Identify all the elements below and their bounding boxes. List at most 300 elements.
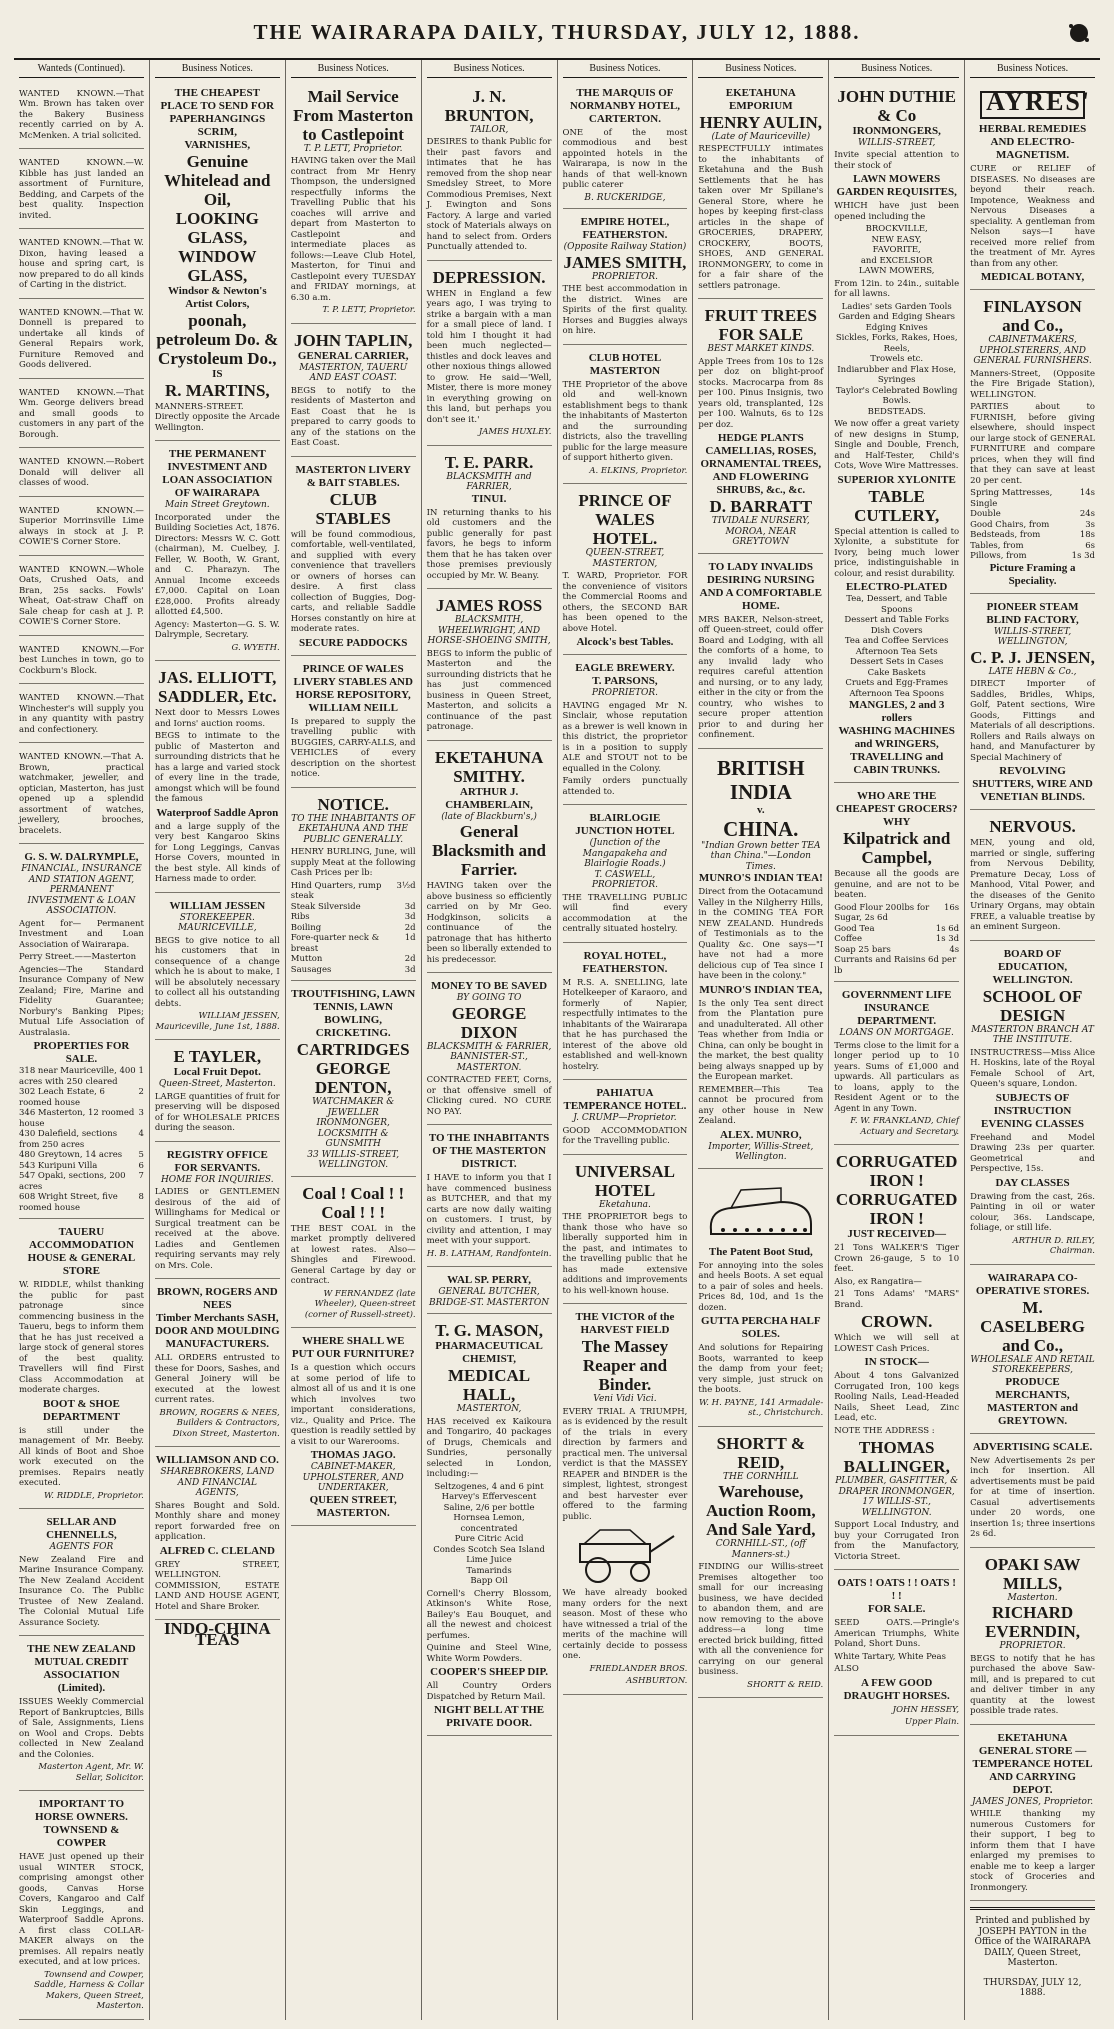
wanted-ad: [19, 688, 144, 743]
eketahuna-smithy-ad: [427, 745, 552, 974]
mower-brands-list: [834, 224, 959, 277]
ad-signature: ASHBURTON.: [626, 1676, 688, 1686]
price-row: [291, 954, 416, 965]
divider: [970, 1907, 1095, 1910]
ad-heading: ADVERTISING SCALE.: [972, 1440, 1093, 1453]
price-row-cell: Spring Mattresses, Single: [970, 488, 1053, 509]
ad-heading: LAWN MOWERS: [853, 173, 941, 185]
mutual-credit-ad: [19, 1640, 144, 1791]
list-item: Dish Covers: [870, 625, 923, 636]
ad-text: THE TRAVELLING PUBLIC will find every accommodation at the centrally situated hostelry.: [562, 892, 688, 934]
ad-text: EVERY TRIAL A TRIUMPH, as is evidenced by the result of the trials in every direction by farmers and practical men. The universal verdict is that the MASSEY REAPER and BINDER is the simplest, lightest, strongest and best harvester ever offered to the farming public.: [562, 1406, 688, 1522]
ad-heading: CHINA.: [723, 816, 799, 841]
ad-text: T. WARD, Proprietor. FOR the convenience of visitors the Commercial Rooms and others, the SECOND BAR has been opened to the above Hotel.: [562, 571, 688, 634]
property-row-cell: 430 Dalefield, sections from 250 acres: [19, 1129, 118, 1150]
ad-text: WHEN in England a few years ago, I was trying to strike a bargain with a man for a small piece of land. I told him I thought it had been much neglected—thistles and dock leaves and other noxious things allowed to grow. He said—'Well, Mister, there is more money in everything growing on this land, but perhaps you don't see it.': [426, 288, 552, 425]
property-row: [19, 1150, 144, 1161]
permanent-investment-ad: [155, 445, 280, 661]
ad-signature: SHORTT & REID.: [747, 1679, 824, 1690]
ad-heading: Windsor & Newton's Artist Colors,: [168, 284, 267, 310]
price-row-cell: Currants and Raisins 6d per lb: [834, 955, 957, 976]
ad-text: Because all the goods are genuine, and are not to be beaten.: [834, 869, 960, 900]
ad-text: THE Proprietor of the above old and well-known establishment begs to thank the inhabitants of Masterton and the surrounding districts, also the travelling public for the large measure of support hitherto given.: [562, 379, 688, 463]
wanted-ad: [19, 303, 144, 379]
ad-subheading: WILLIS-STREET, WELLINGTON,: [993, 626, 1072, 647]
property-row-cell: 543 Kuripuni Villa: [19, 1160, 98, 1171]
ad-heading: THOMAS JAGO.: [310, 1449, 396, 1461]
ad-subheading: Masterton.: [1007, 1592, 1058, 1603]
price-row-cell: Good Flour 200lbs for: [834, 902, 930, 913]
ad-heading: JAS. ELLIOTT, SADDLER, Etc.: [158, 668, 277, 706]
ad-heading: MANGLES, 2 and 3 rollers: [849, 699, 945, 724]
ad-heading: G. S. W. DALRYMPLE,: [24, 851, 139, 863]
ad-text: From 12in. to 24in., suitable for all lawns.: [834, 278, 960, 299]
imprint: Printed and published by JOSEPH PAYTON in the Office of the WAIRARAPA DAILY, Queen Street, Masterton.: [974, 1916, 1091, 1968]
ad-text: WANTED KNOWN.—Robert Donald will deliver all classes of wood.: [19, 457, 144, 488]
list-item: Afternoon Tea Spoons: [849, 688, 945, 699]
ad-text: THE BEST COAL in the market promptly delivered at lowest rates. Also—Shingles and Firewood. General Cartage by day or contract.: [290, 1223, 416, 1286]
ad-heading: D. BARRATT: [709, 497, 813, 516]
ad-heading: GOVERNMENT LIFE INSURANCE DEPARTMENT.: [841, 989, 952, 1027]
ad-heading: TO THE INHABITANTS OF THE MASTERTON DISTRICT.: [428, 1132, 550, 1170]
property-row: [19, 1171, 144, 1192]
meat-price-list: [291, 881, 416, 976]
column-heading: Business Notices.: [834, 64, 959, 78]
price-row: [834, 945, 959, 956]
ayres-ad: [970, 84, 1095, 291]
ad-heading: WHY: [882, 816, 911, 828]
ad-text: and a large supply of the very best Kangaroo Skins for Long Leggings, Canvas Horse Covers, mounted in the best style. All kinds of Harness made to order.: [154, 821, 280, 884]
list-item: Bapp Oil: [470, 1576, 508, 1586]
property-row-cell: 302 Leach Estate, 6 roomed house: [19, 1087, 105, 1108]
ad-heading: CLUB STABLES: [315, 489, 391, 528]
ad-text: HAVING engaged Mr N. Sinclair, whose reputation as a brewer is well known in this district, the proprietor is in a position to supply ALE and STOUT not to be equalled in the Colony.: [562, 700, 688, 774]
ad-text: 21 Tons WALKER'S Tiger Crown 26-gauge, 5 to 10 feet.: [834, 1243, 960, 1274]
elliott-ad: [155, 665, 280, 893]
ad-signature: A. ELKINS, Proprietor.: [589, 465, 688, 476]
ad-heading: BLAIRLOGIE JUNCTION HOTEL: [575, 812, 675, 837]
ad-text: BEGS to notify that he has purchased the above Saw-mill, and is prepared to cut and deliver timber in any quantity at the lowest possible trade rates.: [970, 1653, 1095, 1716]
column-5: [558, 60, 694, 2020]
ad-heading: BRITISH INDIA: [717, 755, 805, 804]
column-heading: Business Notices.: [970, 64, 1095, 78]
column-6: [693, 60, 829, 2020]
ad-text: HAVE just opened up their usual WINTER STOCK, comprising amongst other goods, Canvas Horse Covers, Kangaroo and Calf Skin Leggings, and Waterproof Saddle Aprons. A first class COLLAR-MAKER always on the premises. All repairs neatly executed, and at low prices.: [19, 1852, 144, 1967]
ad-heading: TO LADY INVALIDS DESIRING NURSING AND A COMFORTABLE HOME.: [699, 560, 822, 612]
list-item: Tea and Coffee Services: [844, 636, 949, 646]
price-row: [970, 520, 1095, 531]
ad-subheading: (late of Blackburn's,): [441, 811, 537, 822]
fruit-trees-ad: [698, 303, 823, 554]
property-row-cell: 2: [138, 1087, 144, 1097]
townsend-ad: [19, 1795, 144, 2020]
ad-subheading: TO THE INHABITANTS OF EKETAHUNA AND THE PUBLIC GENERALLY.: [291, 813, 416, 845]
ad-text: Agency: Masterton—G. S. W. Dalrymple, Secretary.: [154, 619, 280, 640]
ad-heading: PAPERHANGINGS: [169, 112, 266, 125]
ad-heading: OATS ! OATS ! ! OATS ! ! !: [837, 1577, 956, 1602]
ad-subheading: "Indian Grown better TEA than China."—London Times.: [701, 840, 821, 872]
column-1: [14, 60, 150, 2020]
column-2: [150, 60, 286, 2020]
furniture-price-list: [970, 488, 1095, 562]
ad-text: White Tartary, White Peas: [834, 1651, 946, 1662]
list-item: Harvey's Effervescent Saline, 2/6 per bottle: [441, 1492, 537, 1513]
ad-heading: JAMES ROSS: [435, 596, 543, 615]
price-row-cell: Sugar, 2s 6d: [834, 913, 888, 923]
ad-signature: JOHN HESSEY,: [892, 1704, 960, 1715]
ad-heading: C. P. J. JENSEN,: [970, 647, 1095, 667]
ad-subheading: B. RUCKERIDGE,: [584, 192, 666, 203]
ad-heading: DAY CLASSES: [995, 1176, 1070, 1189]
ad-subheading: MASTERTON BRANCH AT THE INSTITUTE.: [971, 1024, 1094, 1045]
coal-ad: [291, 1181, 416, 1329]
ad-text: CONTRACTED FEET, Corns, or that offensive smell of Clicking cured. NO CURE NO PAY.: [426, 1075, 552, 1117]
ad-text: We have already booked many orders for the next season. Most of these who have witnessed a trial of the merits of the machine will certainly decide to possess one.: [562, 1588, 688, 1661]
ad-text: Support Local Industry, and buy your Corrugated Iron from the Manufactory, Victoria Street.: [834, 1520, 960, 1562]
ad-signature: FRIEDLANDER BROS.: [589, 1663, 688, 1674]
jensen-ad: [970, 598, 1095, 811]
ad-heading: THOMAS BALLINGER,: [843, 1438, 950, 1476]
notice-ad: [291, 792, 416, 982]
column-heading: Business Notices.: [427, 64, 552, 78]
price-row: [970, 488, 1095, 509]
butcher-notice-ad: [427, 1129, 552, 1267]
ad-heading: BOARD OF EDUCATION, WELLINGTON.: [992, 947, 1073, 986]
ad-heading: BOOT & SHOE DEPARTMENT: [42, 1397, 120, 1423]
ad-heading: Genuine Whitelead and Oil,: [164, 151, 271, 209]
dalrymple-ad: [19, 848, 144, 1219]
ad-subheading: BLACKSMITH, WHEELWRIGHT, AND HORSE-SHOEING SMITH,: [427, 615, 551, 646]
ad-heading: M. CASELBERG and Co.,: [980, 1297, 1085, 1355]
ad-signature: W. RIDDLE, Proprietor.: [44, 1490, 144, 1501]
ad-text: WANTED KNOWN.—Whole Oats, Crushed Oats, and Bran, 25s sacks. Fowls' Wheat, Oat-straw Chaff on Sale cheap for cash at J. P. COWIE'S Corner Store.: [19, 564, 144, 627]
ad-heading: PHARMACEUTICAL CHEMIST,: [435, 1340, 543, 1365]
price-row: [834, 913, 959, 924]
ad-heading: JAMES SMITH,: [563, 252, 687, 272]
ad-heading: CLUB HOTEL MASTERTON: [588, 351, 662, 377]
dixon-ad: [427, 977, 552, 1125]
price-row-cell: 24s: [1079, 509, 1095, 519]
price-row-cell: 2d: [404, 922, 416, 933]
ad-heading: SHORTT & REID,: [716, 1433, 805, 1472]
price-row-cell: 3d: [404, 912, 416, 922]
price-row-cell: 3s: [1085, 519, 1095, 530]
ad-text: WANTED KNOWN.—W. Kibble has just landed an assortment of Furniture, Bedding, and Carpets of the best quality. Inspection invited.: [19, 158, 144, 221]
ad-text: New Advertisements 2s per inch for insertion. All advertisements must be paid for at time of insertion. Casual advertisements under 20 words, one insertion 1s; three insertions 2s 6d.: [970, 1455, 1095, 1539]
ad-text: WANTED KNOWN.—For best Lunches in town, go to Cockburn's Block.: [19, 644, 144, 676]
property-row: [19, 1087, 144, 1108]
ad-text: is still under the management of Mr. Beeby. All kinds of Boot and Shoe work executed on the premises. Repairs neatly executed.: [19, 1425, 144, 1488]
ad-subheading: (Late of Mauriceville): [711, 131, 811, 142]
ad-heading: TOWNSEND & COWPER: [43, 1824, 120, 1849]
ad-heading: MEDICAL BOTANY,: [980, 271, 1085, 283]
ad-signature: H. B. LATHAM, Randfontein.: [426, 1248, 552, 1259]
ad-text: Is the only Tea sent direct from the Plantation pure and unadulterated. All other Teas whether from India or China, can only be bought in the market, the best quality being always snapped up by the European market.: [698, 998, 824, 1082]
ad-text: BEGS to give notice to all his customers that in consequence of a change which he is about to make, I will be absolutely necessary to collect all his outstanding debts.: [154, 935, 280, 1009]
reaper-illustration: [570, 1526, 680, 1584]
ad-heading: TROUTFISHING, LAWN TENNIS, LAWN BOWLING, CRICKETING.: [291, 988, 416, 1039]
ad-signature: T. P. LETT, Proprietor.: [322, 305, 416, 315]
properties-list: [19, 1066, 144, 1213]
ad-text: WANTED KNOWN.—That W. Donnell is prepared to undertake all kinds of General Repairs work, Furniture Removed and Goods delivered.: [19, 307, 144, 370]
wanted-ad: [19, 383, 144, 449]
club-hotel-ad: [563, 349, 688, 485]
wanted-ad: [19, 501, 144, 556]
ad-heading: GEORGE DENTON,: [314, 1059, 392, 1097]
munro-tea-ad: [698, 753, 823, 1169]
wanted-ad: [19, 233, 144, 299]
ad-subheading: PROPRIETOR.: [999, 1641, 1066, 1651]
brunton-ad: [427, 84, 552, 261]
price-row-cell: 1d: [404, 933, 416, 943]
property-row-cell: 7: [138, 1171, 144, 1181]
price-row-cell: Double: [970, 509, 1001, 519]
ad-text: HENRY BURLING, June, will supply Meat at the following Cash Prices per lb:: [290, 847, 416, 878]
ad-text: WANTED KNOWN.—That Wm. George delivers bread and small goods to customers in any part of the Borough.: [19, 387, 144, 440]
property-row-cell: 608 Wright Street, five roomed house: [19, 1192, 118, 1213]
ad-heading: MASTERTON LIVERY & BAIT STABLES.: [295, 463, 411, 489]
mail-service-ad: [291, 84, 416, 324]
ad-heading: General Blacksmith and Farrier.: [432, 822, 546, 879]
price-row-cell: Hind Quarters, rump steak: [290, 880, 382, 901]
parr-ad: [427, 450, 552, 590]
club-stables-ad: [291, 461, 416, 656]
property-row-cell: 547 Opaki, sections, 200 acres: [19, 1171, 126, 1192]
ad-heading: SUBJECTS OF INSTRUCTION: [993, 1091, 1072, 1117]
list-item: Indiarubber and Flax Hose, Syringes: [837, 364, 957, 385]
govt-insurance-ad: [834, 986, 959, 1145]
ad-heading: EKETAHUNA EMPORIUM: [725, 86, 796, 112]
ad-heading: WASHING MACHINES and WRINGERS, TRAVELLING and CABIN TRUNKS.: [838, 725, 955, 776]
ad-heading: MEDICAL HALL,: [447, 1366, 531, 1404]
ad-subheading: CABINET-MAKER, UPHOLSTERER, AND UNDERTAKER,: [302, 1462, 404, 1493]
price-row-cell: 1s 6d: [935, 923, 960, 934]
ad-heading: poonah, petroleum Do. & Crystoleum Do.,: [156, 310, 279, 368]
ad-heading: EVENING CLASSES: [981, 1117, 1085, 1130]
ad-heading: JOHN DUTHIE & Co: [837, 86, 956, 125]
ad-heading: CORRUGATED IRON !: [835, 1190, 958, 1228]
column-8: [965, 60, 1100, 2020]
ad-subheading: CORNHILL-ST., (off Manners-st.): [715, 1539, 806, 1560]
list-item: BROCKVILLE,: [865, 224, 928, 234]
ad-subheading: FINANCIAL, INSURANCE AND STATION AGENT, PERMANENT INVESTMENT & LOAN ASSOCIATION.: [21, 864, 142, 916]
ad-heading: THE NEW ZEALAND MUTUAL CREDIT ASSOCIATION (Limited).: [27, 1643, 136, 1694]
ad-heading: ALEX. MUNRO,: [720, 1128, 802, 1141]
ad-signature: WILLIAM JESSEN, Mauriceville, June 1st, 1888.: [155, 1011, 280, 1032]
ad-heading: SELLAR AND CHENNELLS,: [46, 1516, 117, 1541]
perry-ad: [427, 1271, 552, 1314]
ad-subheading: PROPRIETOR.: [591, 271, 659, 282]
ad-text: M R.S. A. SNELLING, late Hotelkeeper of Karaoro, and formerly of Napier, respectfully intimates to the inhabitants of the Wairarapa that he has purchased the interest of the above old established and well-known hostelry.: [562, 977, 688, 1072]
column-heading: Business Notices.: [155, 64, 280, 78]
ad-text: ALSO: [834, 1664, 859, 1674]
ad-subheading: PROPRIETOR.: [591, 688, 659, 698]
jessen-ad: [155, 897, 280, 1041]
price-row-cell: 3½d: [396, 880, 416, 891]
property-row: [19, 1129, 144, 1150]
ad-heading: CROWN.: [861, 1312, 933, 1331]
column-7: [829, 60, 965, 2020]
ad-text: LARGE quantities of fruit for preserving will be disposed of for WHOLESALE PRICES during the season.: [154, 1091, 280, 1133]
page-columns: [14, 60, 1100, 2020]
eagle-brewery-ad: [563, 659, 688, 805]
ad-heading: EKETAHUNA GENERAL STORE — TEMPERANCE HOTEL AND CARRYING DEPOT.: [972, 1731, 1093, 1796]
list-item: Garden and Edging Shears: [838, 312, 955, 322]
ad-heading: GENERAL CARRIER,: [297, 349, 409, 362]
aulin-ad: [698, 84, 823, 300]
ad-signature: Masterton Agent, Mr. W. Sellar, Solicitor.: [38, 1762, 144, 1783]
imprint-date: THURSDAY, JULY 12, 1888.: [983, 1977, 1082, 1998]
price-row-cell: Sausages: [290, 964, 332, 975]
ad-subheading: Veni Vidi Vici.: [593, 1394, 657, 1404]
price-row-cell: 1s 3d: [1071, 551, 1095, 561]
ad-heading: FRUIT TREES FOR SALE: [704, 306, 817, 344]
property-row: [19, 1161, 144, 1172]
ad-signature: W FERNANDEZ (late Wheeler), Queen-street (corner of Russell-street).: [304, 1288, 416, 1320]
ayres-wordmark: AYRES': [986, 86, 1092, 116]
ad-text: NOTE THE ADDRESS :: [834, 1425, 935, 1436]
wanted-ad: [19, 153, 144, 229]
list-item: Dessert and Table Forks: [844, 615, 949, 625]
prince-stables-ad: [291, 660, 416, 788]
shortt-reid-ad: [698, 1431, 823, 1699]
ad-text: Freehand and Model Drawing 23s per quarter. Geometrical and Perspective, 15s.: [970, 1132, 1095, 1174]
price-row-cell: Pillows, from: [970, 551, 1027, 561]
duthie-ad: [834, 84, 959, 784]
prince-hotel-ad: [563, 488, 688, 655]
ad-text: WHICH have just been opened including the: [834, 201, 960, 222]
sellar-ad: [19, 1513, 144, 1636]
ad-heading: TINUI.: [471, 492, 507, 505]
ad-subheading: Eketahuna.: [598, 1199, 651, 1210]
ad-text: Apple Trees from 10s to 12s per doz on blight-proof stocks. Macrocarpa from 8s per 100. Pinus Insignis, two years old, transplanted, 12s per 100. Walnuts, 6s to 12s per doz.: [698, 356, 824, 430]
ad-subheading: JAMES JONES, Proprietor.: [971, 1796, 1094, 1807]
ad-heading: Warehouse, Auction Room, And Sale Yard,: [706, 1482, 816, 1539]
list-item: Seltzogenes, 4 and 6 pint: [434, 1481, 544, 1492]
ad-heading: THE MARQUIS OF NORMANBY HOTEL, CARTERTON.: [569, 86, 681, 125]
ad-heading: EKETAHUNA SMITHY.: [434, 747, 544, 786]
ad-text: New Zealand Fire and Marine Insurance Company. The New Zealand Accident Insurance Co. The Public Trustee of New Zealand. The Colonial Mutual Life Assurance Society.: [19, 1554, 144, 1628]
price-row-cell: 1s 3d: [935, 934, 960, 944]
ad-text: For annoying into the soles and heels Boots. A set equal to a pair of soles and heels. Prices 8d, 10d, and 1s the dozen.: [698, 1260, 824, 1313]
price-row: [834, 934, 959, 945]
list-item: Ladies' sets Garden Tools: [841, 301, 952, 312]
price-row: [834, 903, 959, 914]
ad-heading: JOHN TAPLIN,: [293, 330, 413, 350]
ad-heading: GARDEN REQUISITES,: [836, 186, 957, 198]
ad-heading: COOPER'S SHEEP DIP.: [430, 1666, 548, 1678]
property-row-cell: 8: [138, 1192, 144, 1202]
ad-text: FINDING our Willis-street Premises altogether too small for our increasing business, we have decided to abandon them, and are now removing to the above address—a long time erected brick building, fitted with all the convenience for carrying on our general business.: [698, 1562, 824, 1677]
ad-heading: SUPERIOR XYLONITE: [837, 473, 956, 486]
ad-text: WANTED KNOWN.—That Winchester's will supply you in any quantity with pastry and confectionery.: [19, 693, 144, 735]
ad-text: Direct from the Ootacamund Valley in the Nilgherry Hills, in the COMING TEA FOR NEW ZEALAND. Hundreds of Testimonials as to the Quality &c. One says—"I have not had a more delicious cup of Tea since I have been in the colony.": [698, 887, 824, 981]
ad-heading: THE CHEAPEST PLACE TO SEND FOR: [160, 86, 275, 112]
ad-subheading: STOREKEEPER.: [179, 912, 255, 923]
ad-text: MANNERS-STREET. Directly opposite the Arcade Wellington.: [154, 401, 280, 433]
list-item: Condes Scotch Sea Island Lime Juice: [433, 1544, 545, 1565]
furniture-ad: [291, 1332, 416, 1526]
ad-heading: WAIRARAPA CO-OPERATIVE STORES.: [975, 1271, 1090, 1297]
ad-text: Also, ex Rangatira—: [834, 1276, 922, 1287]
ad-heading: Coal ! Coal ! ! Coal ! ! !: [302, 1183, 405, 1222]
wanted-ad: [19, 747, 144, 844]
property-row: [19, 1108, 144, 1129]
ad-heading: PRINCE OF WALES LIVERY STABLES AND HORSE REPOSITORY,: [293, 662, 413, 701]
ad-heading: R. MARTINS,: [164, 380, 270, 400]
ad-subheading: BEST MARKET KINDS.: [707, 344, 815, 354]
ad-subheading: CABINETMAKERS, UPHOLSTERERS, AND GENERAL FURNISHERS.: [973, 335, 1092, 366]
ad-heading: LOOKING GLASS, WINDOW GLASS,: [175, 208, 259, 285]
taueru-ad: [19, 1223, 144, 1509]
property-row-cell: 480 Greytown, 14 acres: [19, 1150, 123, 1160]
ad-text: Next door to Messrs Lowes and Iorns' auction rooms.: [154, 708, 280, 729]
price-row-cell: 16s: [943, 902, 960, 913]
ad-text: will be found commodious, comfortable, well-ventilated, and supplied with every convenience that travellers or owners of horses can desire. A first class collection of Buggies, Dog-carts, and reliable Saddle Horses constantly on hire at moderate rates.: [290, 529, 416, 634]
ad-subheading: TAILOR,: [469, 124, 509, 135]
price-row: [291, 965, 416, 976]
ad-signature: F. W. FRANKLAND, Chief Actuary and Secretary.: [850, 1116, 960, 1137]
lady-invalids-ad: [698, 558, 823, 749]
ad-heading: TAUERU ACCOMMODATION HOUSE & GENERAL STORE: [27, 1226, 136, 1277]
ad-heading: v.: [756, 803, 765, 816]
property-row-cell: 1: [138, 1066, 144, 1076]
ad-subheading: MASTERTON, TAUERU AND EAST COAST.: [299, 362, 408, 383]
list-item: FAVORITE,: [872, 245, 921, 255]
ad-subheading: PLUMBER, GASFITTER, & DRAPER IRONMONGER, 17 WILLIS-ST., WELLINGTON.: [835, 1476, 959, 1518]
price-row-cell: Ribs: [290, 912, 310, 922]
ad-text: PARTIES about to FURNISH, before giving elsewhere, should inspect our large stock of GENERAL FURNITURE and compare prices, when they will find that they can save at least 20 per cent.: [970, 402, 1095, 486]
ad-heading: CARTRIDGES: [296, 1040, 410, 1059]
garden-tools-list: [834, 302, 959, 418]
opaki-saw-mills-ad: [970, 1552, 1095, 1725]
ad-text: WANTED KNOWN.—That A. Brown, practical watchmaker, jeweller, and optician, Masterton, has just opened up a splendid assortment of watches, jewellery, brooches, bracelets.: [19, 752, 144, 836]
property-row: [19, 1066, 144, 1087]
list-item: Dessert Sets in Cases: [850, 657, 944, 667]
list-item: Hornsea Lemon, concentrated: [453, 1513, 525, 1534]
ad-text: ALL ORDERS entrusted to these for Doors, Sashes, and General Joinery will be executed at the lowest current rates.: [154, 1353, 280, 1405]
kilpatrick-ad: [834, 787, 959, 982]
ad-heading: SCRIM,: [197, 125, 238, 138]
price-row: [970, 509, 1095, 520]
ad-heading: EAGLE BREWERY.: [575, 662, 675, 674]
royal-hotel-ad: [563, 947, 688, 1081]
ad-heading: ROYAL HOTEL, FEATHERSTON.: [582, 949, 668, 975]
list-item: Cake Baskets: [867, 667, 926, 678]
ad-subheading: WHOLESALE AND RETAIL STOREKEEPERS,: [970, 1354, 1095, 1375]
price-row-cell: 18s: [1079, 530, 1095, 540]
ad-text: Agent for— Permanent Investment and Loan Association of Wairarapa.: [19, 918, 144, 950]
ad-text: HAS received ex Kaikoura and Tongariro, 40 packages of Drugs, Chemicals and Sundries, personally selected in London, including:—: [426, 1416, 552, 1479]
ad-heading: HERBAL REMEDIES AND ELECTRO-MAGNETISM.: [978, 123, 1087, 161]
price-row-cell: 2d: [404, 954, 416, 964]
ad-text: BEGS to intimate to the public of Masterton and surrounding districts that he has a large and varied stock of every line in the trade, amongst which will be found the famous: [154, 731, 280, 804]
ad-heading: IS: [212, 367, 223, 380]
column-heading: Business Notices.: [698, 64, 823, 78]
ad-text: Invite special attention to their stock of: [834, 150, 960, 171]
ad-subheading: HOME FOR INQUIRIES.: [160, 1174, 274, 1185]
ad-heading: BROWN, ROGERS AND NEES: [156, 1286, 278, 1311]
ad-heading: Alcock's best Tables.: [576, 636, 674, 648]
price-row-cell: 3d: [404, 901, 416, 912]
ad-signature: ARTHUR D. RILEY, Chairman.: [1012, 1235, 1095, 1256]
ad-heading: NIGHT BELL AT THE PRIVATE DOOR.: [433, 1704, 545, 1729]
list-item: NEW EASY,: [871, 234, 922, 245]
ad-signature: Upper Plain.: [904, 1717, 960, 1727]
ad-subheading: (Junction of the Mangapakeha and Blairlogie Roads.): [582, 838, 668, 869]
ad-heading: HEDGE PLANTS: [717, 432, 804, 444]
price-row-cell: Tables, from: [970, 540, 1024, 551]
